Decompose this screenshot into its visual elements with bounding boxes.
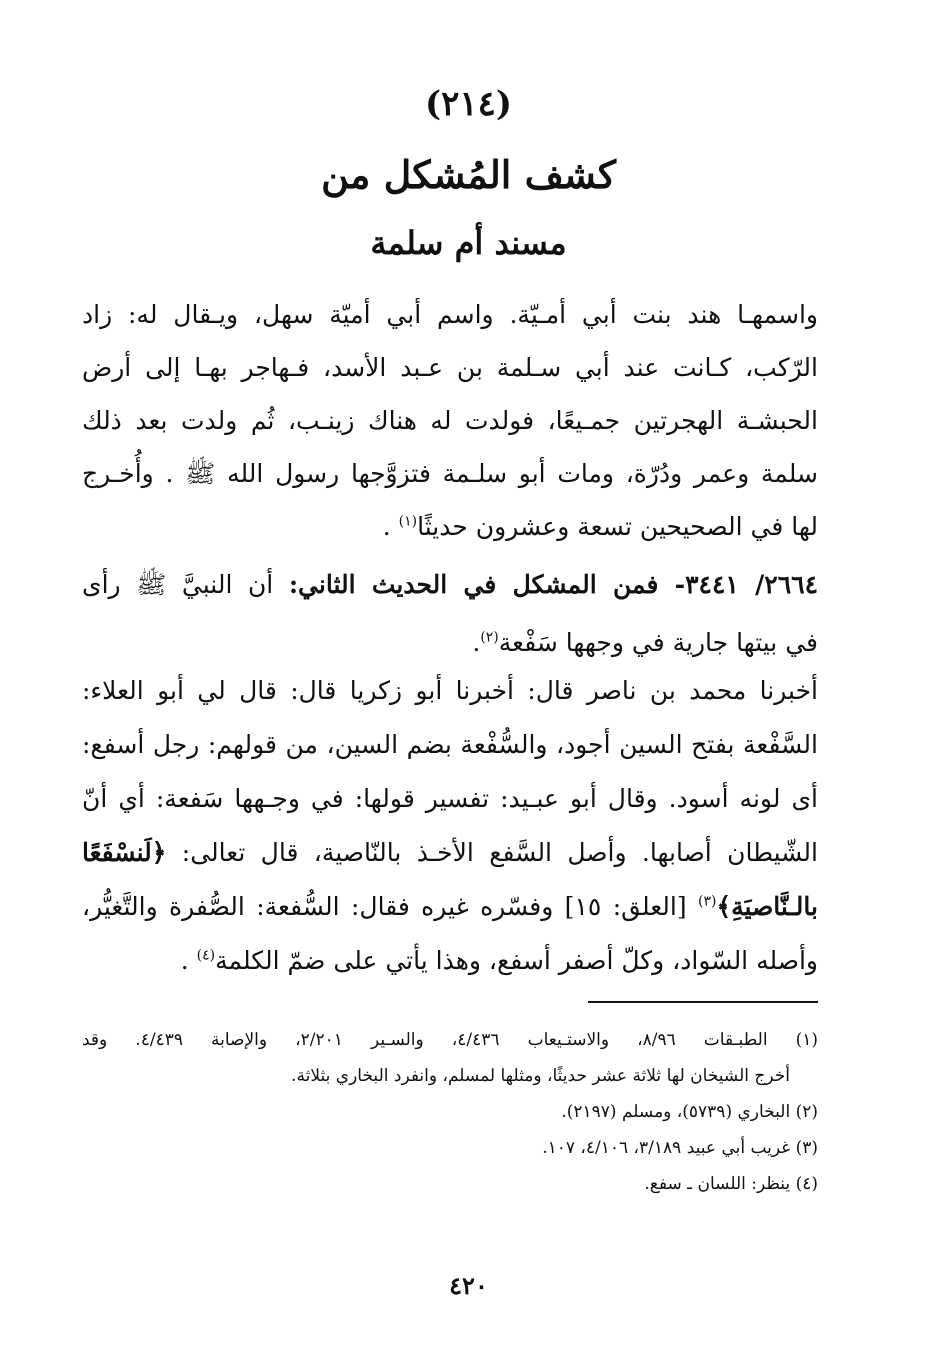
text-segment: لها في الصحيحين تسعة وعشرون حديثًا <box>417 512 818 541</box>
text-segment: . <box>472 628 481 657</box>
text-segment: أن النبيَّ ﷺ رأى <box>82 570 289 599</box>
text-segment: وأصله السّواد، وكلّ أصفر أسفع، وهذا يأتي على ضمّ الكلمة <box>215 946 818 975</box>
footnote-1-continued: أخرج الشيخان لها ثلاثة عشر حديثًا، ومثلها لمسلم، وانفرد البخاري بثلاثة. <box>291 1066 790 1086</box>
text-segment: الشّيطان أصابها. وأصل السَّفع الأخـذ بالنّاصية، قال تعالى: <box>166 838 818 867</box>
text-line: أى لونه أسود. وقال أبو عبـيد: تفسير قولها: في وجـهها سَفعة: أي أنّ <box>82 784 818 813</box>
text-segment: . <box>180 946 197 975</box>
hadith-number-lead: ٢٦٦٤/ ٣٤٤١- فمن المشكل في الحديث الثاني: <box>288 570 818 599</box>
quran-quote: بالـنَّاصيَةِ﴾ <box>716 892 818 921</box>
text-line: أخبرنا محمد بن ناصر قال: أخبرنا أبو زكريا قال: قال لي أبو العلاء: <box>82 676 818 705</box>
intro-paragraph <box>82 288 818 553</box>
explanation-paragraph <box>82 664 818 988</box>
quran-quote: ﴿لَنسْفَعًا <box>82 838 167 867</box>
text-line: الرّكب، كـانت عند أبي سـلمة بن عـبد الأسد، فـهاجر بهـا إلى أرض <box>82 353 818 382</box>
text-segment: . <box>382 512 399 541</box>
text-line: واسمهـا هند بنت أبي أمـيّة. واسم أبي أميّة سهل، ويـقال له: زاد <box>82 300 818 329</box>
text-line: الحبشـة الهجرتين جمـيعًا، فولدت له هناك زينـب، ثُم ولدت بعد ذلك <box>82 406 818 435</box>
text-line <box>82 556 818 614</box>
page-subtitle: مسند أم سلمة <box>370 224 567 262</box>
section-number: (٢١٤) <box>425 84 512 124</box>
footnote-ref: (١) <box>398 513 418 530</box>
footnote-ref: (٣) <box>698 893 717 910</box>
page-number: ٤٢٠ <box>449 1271 488 1300</box>
hadith-paragraph <box>82 556 818 672</box>
footnote-ref: (٢) <box>480 629 499 646</box>
footnote-4: (٤) ينظر: اللسان ـ سفع. <box>644 1174 818 1194</box>
text-line <box>82 934 818 988</box>
text-line: سلمة وعمر ودُرّة، ومات أبو سلـمة فتزوَّجها رسول الله ﷺ . وأُخـرج <box>82 459 818 488</box>
text-line: السَّفْعة بفتح السين أجود، والسُّفْعة بضم السين، من قولهم: رجل أسفع: <box>82 730 818 759</box>
footnote-3: (٣) غريب أبي عبيد ٣/١٨٩، ٤/١٠٦، ١٠٧. <box>542 1138 818 1158</box>
footnotes <box>82 1022 818 1202</box>
text-segment: في بيتها جارية في وجهها سَفْعة <box>498 628 818 657</box>
text-line <box>82 880 818 934</box>
text-line <box>82 826 818 880</box>
footnote-divider <box>588 1001 818 1003</box>
text-segment: [العلق: ١٥] وفسّره غيره فقال: السُّفعة: الصُّفرة والتَّغيُّر، <box>82 892 699 921</box>
text-line <box>82 500 818 553</box>
page-title: كشف المُشكل من <box>321 152 616 197</box>
footnote-1: (١) الطبـقات ٨/٩٦، والاستـيعاب ٤/٤٣٦، والسـير ٢/٢٠١، والإصابة ٤/٤٣٩. وقد <box>82 1030 818 1050</box>
footnote-ref: (٤) <box>196 947 216 964</box>
footnote-2: (٢) البخاري (٥٧٣٩)، ومسلم (٢١٩٧). <box>561 1102 818 1122</box>
